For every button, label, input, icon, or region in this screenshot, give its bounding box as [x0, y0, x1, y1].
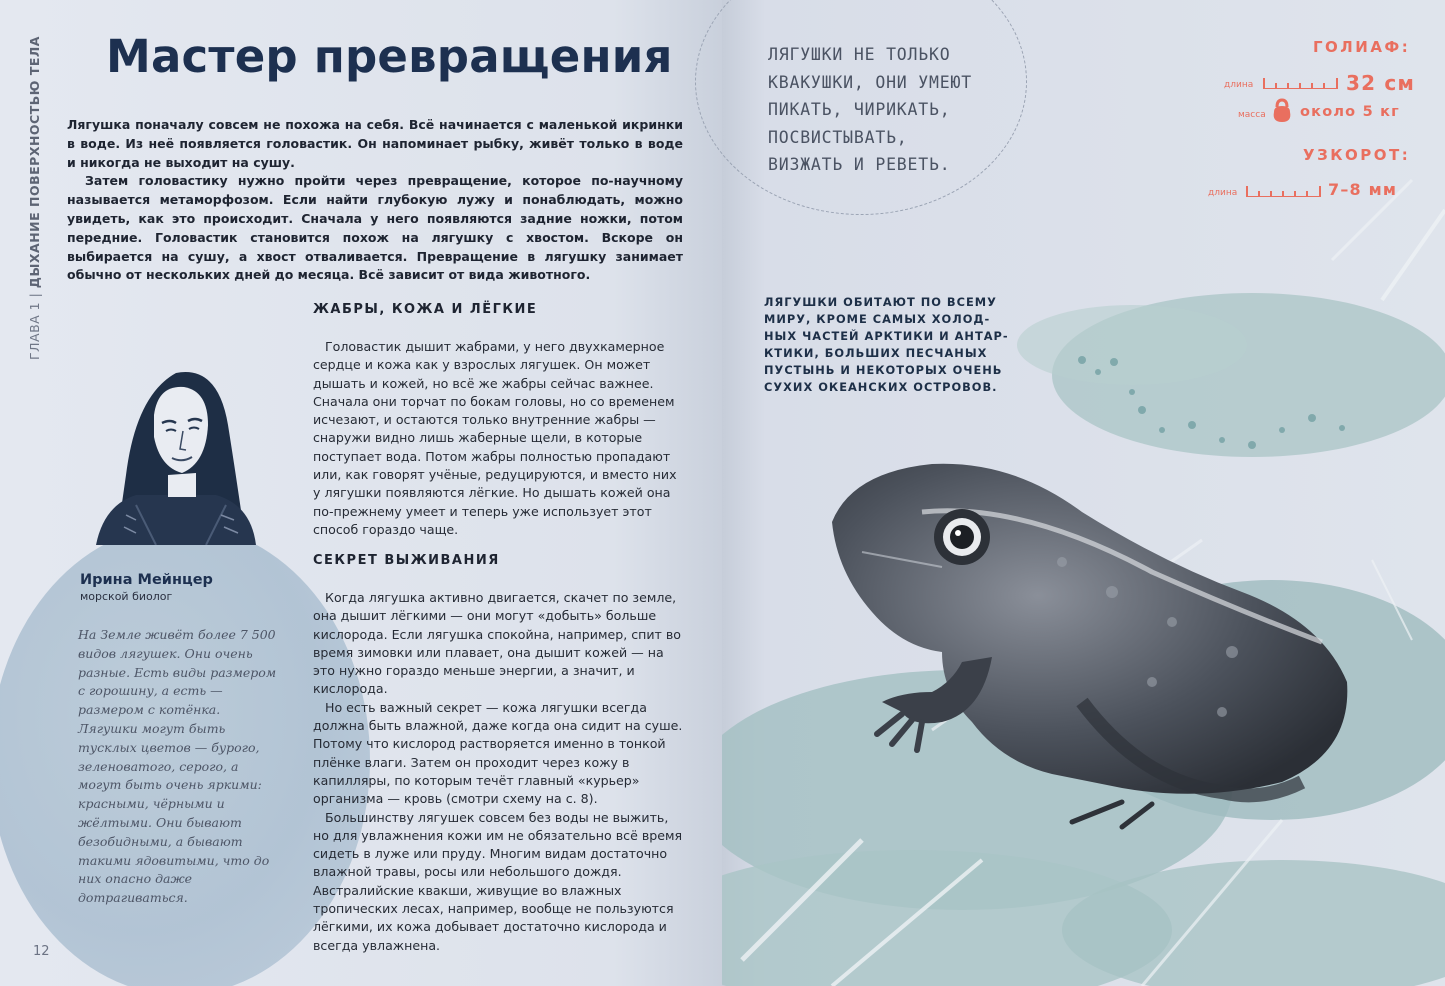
frog-illustration	[822, 452, 1362, 832]
narrowmouth-length-label: длина	[1208, 188, 1238, 198]
body-paragraph: Головастик дышит жабрами, у него двухкамерное сердце и кожа как у взрослых лягушек. Он может дышать и кожей, но всё же жабры сейчас важнее. Сначала они торчат по бокам головы, но со временем исчезают, и остаются только внутренние жабры — снаружи видно лишь жаберные щели, в которые поступает вода. Потом жабры полностью пропадают или, как говорят учёные, редуцируются, и вместо них у лягушки появляются лёгкие. Но дышать кожей она по-прежнему умеет и теперь уже использует этот способ гораздо чаще.	[313, 339, 677, 537]
goliath-length-value: 32 см	[1346, 71, 1415, 95]
handwritten-line: ЛЯГУШКИ НЕ ТОЛЬКО	[768, 45, 951, 64]
fact-line: КТИКИ, БОЛЬШИХ ПЕСЧАНЫХ	[764, 346, 988, 360]
fact-line: ПУСТЫНЬ И НЕКОТОРЫХ ОЧЕНЬ	[764, 363, 1003, 377]
fact-line: НЫХ ЧАСТЕЙ АРКТИКИ И АНТАР-	[764, 329, 1009, 343]
section-heading-secret: СЕКРЕТ ВЫЖИВАНИЯ	[313, 553, 500, 568]
handwritten-line: ВИЗЖАТЬ И РЕВЕТЬ.	[768, 155, 951, 174]
handwritten-line: ПОСВИСТЫВАТЬ,	[768, 127, 908, 147]
handwritten-line: КВАКУШКИ, ОНИ УМЕЮТ	[768, 72, 972, 92]
body-paragraph: Когда лягушка активно двигается, скачет по земле, она дышит лёгкими — они могут «добыть» больше кислорода. Если лягушка спокойна, например, спит во время зимовки или плавает, она дышит кожей — на это нужно гораздо меньше энергии, а значит, и кислорода.	[313, 590, 682, 697]
page-title: Мастер превращения	[106, 30, 673, 83]
page-number: 12	[33, 944, 50, 959]
expert-role: морской биолог	[80, 590, 173, 603]
intro-paragraph: Лягушка поначалу совсем не похожа на себя. Всё начинается с маленькой икринки в воде. Из неё появляется головастик. Он напоминает рыбку, живёт только в воде и никогда не выходит на сушу.	[67, 117, 683, 170]
fact-line: СУХИХ ОКЕАНСКИХ ОСТРОВОВ.	[764, 380, 998, 394]
section-text-gills	[313, 338, 685, 539]
handwritten-line: ПИКАТЬ, ЧИРИКАТЬ,	[768, 100, 951, 119]
expert-portrait	[96, 355, 256, 545]
quote-text: На Земле живёт более 7 500 видов лягушек. Они очень разные. Есть виды размером с горошину, а есть — размером с котёнка. Лягушки могут быть тусклых цветов — бурого, зеленоватого, серого, а могут быть очень яркими: красными, чёрными и жёлтыми. Они бывают безобидными, а бывают такими ядовитыми, что до них опасно даже дотрагиваться.	[78, 627, 277, 906]
goliath-length-label: длина	[1224, 80, 1254, 90]
section-text-secret	[313, 589, 685, 955]
intro-text	[67, 116, 683, 285]
chapter-number: ГЛАВА 1	[27, 301, 42, 360]
chapter-side-label: ГЛАВА 1 | ДЫХАНИЕ ПОВЕРХНОСТЬЮ ТЕЛА	[27, 36, 42, 360]
goliath-mass-value: около 5 кг	[1300, 104, 1400, 120]
left-page	[0, 0, 722, 986]
fact-line: ЛЯГУШКИ ОБИТАЮТ ПО ВСЕМУ	[764, 295, 997, 309]
ruler-icon	[1246, 186, 1321, 197]
handwritten-note	[768, 41, 972, 179]
chapter-title: ДЫХАНИЕ ПОВЕРХНОСТЬЮ ТЕЛА	[27, 36, 42, 289]
expert-name: Ирина Мейнцер	[80, 572, 213, 588]
habitat-fact	[764, 294, 1009, 396]
section-heading-gills: ЖАБРЫ, КОЖА И ЛЁГКИЕ	[313, 302, 538, 317]
goliath-mass-label: масса	[1238, 110, 1266, 120]
narrowmouth-length-value: 7–8 мм	[1328, 180, 1398, 199]
body-paragraph: Большинству лягушек совсем без воды не выжить, но для увлажнения кожи им не обязательно всё время сидеть в луже или пруду. Многим видам достаточно влажной травы, росы или небольшого дождя. Австралийские квакши, живущие во влажных тропических лесах, например, вообще не пользуются лёгкими, их кожа добывает достаточно кислорода и всегда увлажнена.	[313, 809, 683, 953]
intro-paragraph: Затем головастику нужно пройти через превращение, которое по-научному называется метаморфозом. Если найти глубокую лужу и понаблюдать, можно увидеть, как это происходит. Сначала у него появляются задние ножки, потом передние. Головастик становится похож на лягушку с хвостом. Вскоре он выбирается на сушу, а хвост отваливается. Превращение в лягушку занимает обычно от нескольких дней до месяца. Всё зависит от вида животного.	[67, 173, 683, 283]
fact-line: МИРУ, КРОМЕ САМЫХ ХОЛОД-	[764, 312, 991, 326]
narrowmouth-heading: УЗКОРОТ:	[1303, 146, 1411, 164]
kettlebell-icon	[1270, 98, 1294, 124]
body-paragraph: Но есть важный секрет — кожа лягушки всегда должна быть влажной, даже когда она сидит на суше. Потому что кислород растворяется именно в тонкой плёнке влаги. Затем он проходит через кожу в капилляры, по которым течёт главный «курьер» организма — кровь (смотри схему на с. 8).	[313, 699, 683, 807]
ruler-icon	[1263, 78, 1338, 89]
goliath-heading: ГОЛИАФ:	[1313, 38, 1411, 56]
expert-quote	[78, 626, 278, 908]
